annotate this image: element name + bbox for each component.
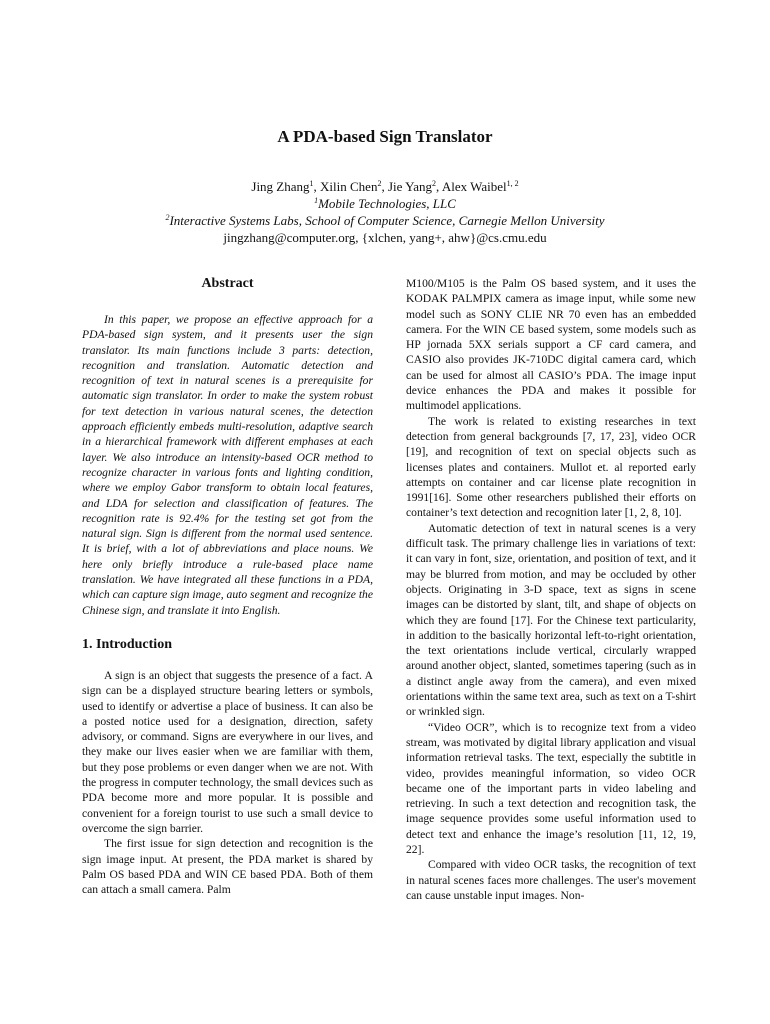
author-affiliation-mark: 2 [432, 179, 437, 188]
body-paragraph: Compared with video OCR tasks, the recognition of text in natural scenes faces more challenges. The user's movement can cause unstable input images. Non- [406, 858, 696, 902]
author-affiliation-mark: 1 [309, 179, 314, 188]
author-name: Jie Yang [387, 179, 433, 194]
author-names [0, 178, 770, 195]
author-affiliation-mark: 1, 2 [506, 179, 519, 188]
author-separator: , [436, 179, 442, 194]
section-heading-introduction: 1. Introduction [82, 637, 172, 652]
body-paragraph: Automatic detection of text in natural scenes is a very difficult task. The primary challenge lies in variations of text: it can vary in font, size, orientation, and position of text, and it may be blurred from motion, and may be occluded by other objects. Originating in 3-D space, text as signs in scene images can be distorted by slant, tilt, and shape of objects on which they are found [17]. For the Chinese text particularity, in addition to the basically horizontal left-to-right orientation, the text orientations include vertical, circularly wrapped around another object, slanted, sometimes tapering (such as in a distinct angle away from the camera), and even mixed orientations within the same text area, such as text on a T-shirt or wrinkled sign. [406, 521, 696, 719]
author-name: Xilin Chen [320, 179, 378, 194]
affiliation-mark: 2 [165, 213, 170, 222]
abstract-body [82, 312, 373, 618]
right-column-body [406, 276, 696, 903]
author-name: Alex Waibel [441, 179, 507, 194]
author-separator: , [381, 179, 388, 194]
abstract-heading: Abstract [201, 276, 254, 291]
body-paragraph: The first issue for sign detection and recognition is the sign image input. At present, the PDA market is shared by Palm OS based PDA and WIN CE based PDA. Both of them can attach a small camera. Palm [82, 837, 373, 897]
affiliation-mark: 1 [314, 196, 319, 205]
affiliation-2-text: Interactive Systems Labs, School of Computer Science, Carnegie Mellon University [169, 213, 605, 228]
abstract-paragraph: In this paper, we propose an effective approach for a PDA-based sign system, and it presents user the sign translator. Its main functions include 3 parts: detection, recognition and translation. Automatic detection and recognition of text in natural scenes is a prerequisite for automatic sign translator. In order to make the system robust for text detection in various natural scenes, the detection approach efficiently embeds multi-resolution, adaptive search in a hierarchical framework with different emphases at each layer. We also introduce an intensity-based OCR method to recognize character in various fonts and lighting condition, where we employ Gabor transform to obtain local features, and LDA for selection and classification of features. The recognition rate is 92.4% for the testing set got from the natural sign. Sign is different from the normal used sentence. It is brief, with a lot of abbreviations and place nouns. We here only briefly introduce a rule-based place name translation. We have integrated all these functions in a PDA, which can capture sign image, auto segment and recognize the Chinese sign, and translate it into English. [82, 313, 373, 617]
affiliation-1 [0, 195, 770, 212]
author-name: Jing Zhang [251, 179, 310, 194]
author-emails: jingzhang@computer.org, {xlchen, yang+, ahw}@cs.cmu.edu [223, 230, 547, 245]
affiliation-2 [0, 212, 770, 229]
body-paragraph: A sign is an object that suggests the presence of a fact. A sign can be a displayed structure bearing letters or symbols, used to identify or advertise a place of business. It can also be a posted notice used for a designation, direction, safety advisory, or command. Signs are everywhere in our lives, and they make our lives easier when we are familiar with them, but they pose problems or even danger when we are not. With the progress in computer technology, the small devices such as PDA become more and more popular. It is possible and convenient for a foreign tourist to use such a small device to overcome the sign barrier. [82, 669, 373, 835]
body-paragraph: The work is related to existing researches in text detection from general backgrounds [7, 17, 23], video OCR [19], and recognition of text on special objects such as licenses plates and containers. Mullot et. al reported early attempts on container and car license plate recognition in 1991[16]. Some other researchers published their efforts on container’s text detection and recognition later [1, 2, 8, 10]. [406, 414, 696, 520]
introduction-body [82, 668, 373, 897]
author-affiliation-mark: 2 [377, 179, 382, 188]
author-separator: , [313, 179, 321, 194]
body-paragraph: M100/M105 is the Palm OS based system, and it uses the KODAK PALMPIX camera as image input, while some new model such as SONY CLIE NR 70 even has an embedded camera. For the WIN CE based system, some models such as HP jornada 5XX serials support a CF card camera, and CASIO also provides JK-710DC digital camera card, which can be used for almost all CASIO’s PDA. The image input device enhances the PDA and makes it possible for multimodel applications. [406, 277, 696, 413]
body-paragraph: “Video OCR”, which is to recognize text from a video stream, was motivated by digital library application and visual information retrieval tasks. The text, especially the subtitle in video, provides meaningful information, so video OCR became one of the important parts in video labeling and retrieving. In such a text detection and recognition task, the image sequence provides some useful information used to detect text and enhance the image’s resolution [11, 12, 19, 22]. [406, 720, 696, 856]
affiliation-1-text: Mobile Technologies, LLC [318, 196, 456, 211]
author-block [0, 178, 770, 246]
paper-title: A PDA-based Sign Translator [277, 127, 493, 146]
